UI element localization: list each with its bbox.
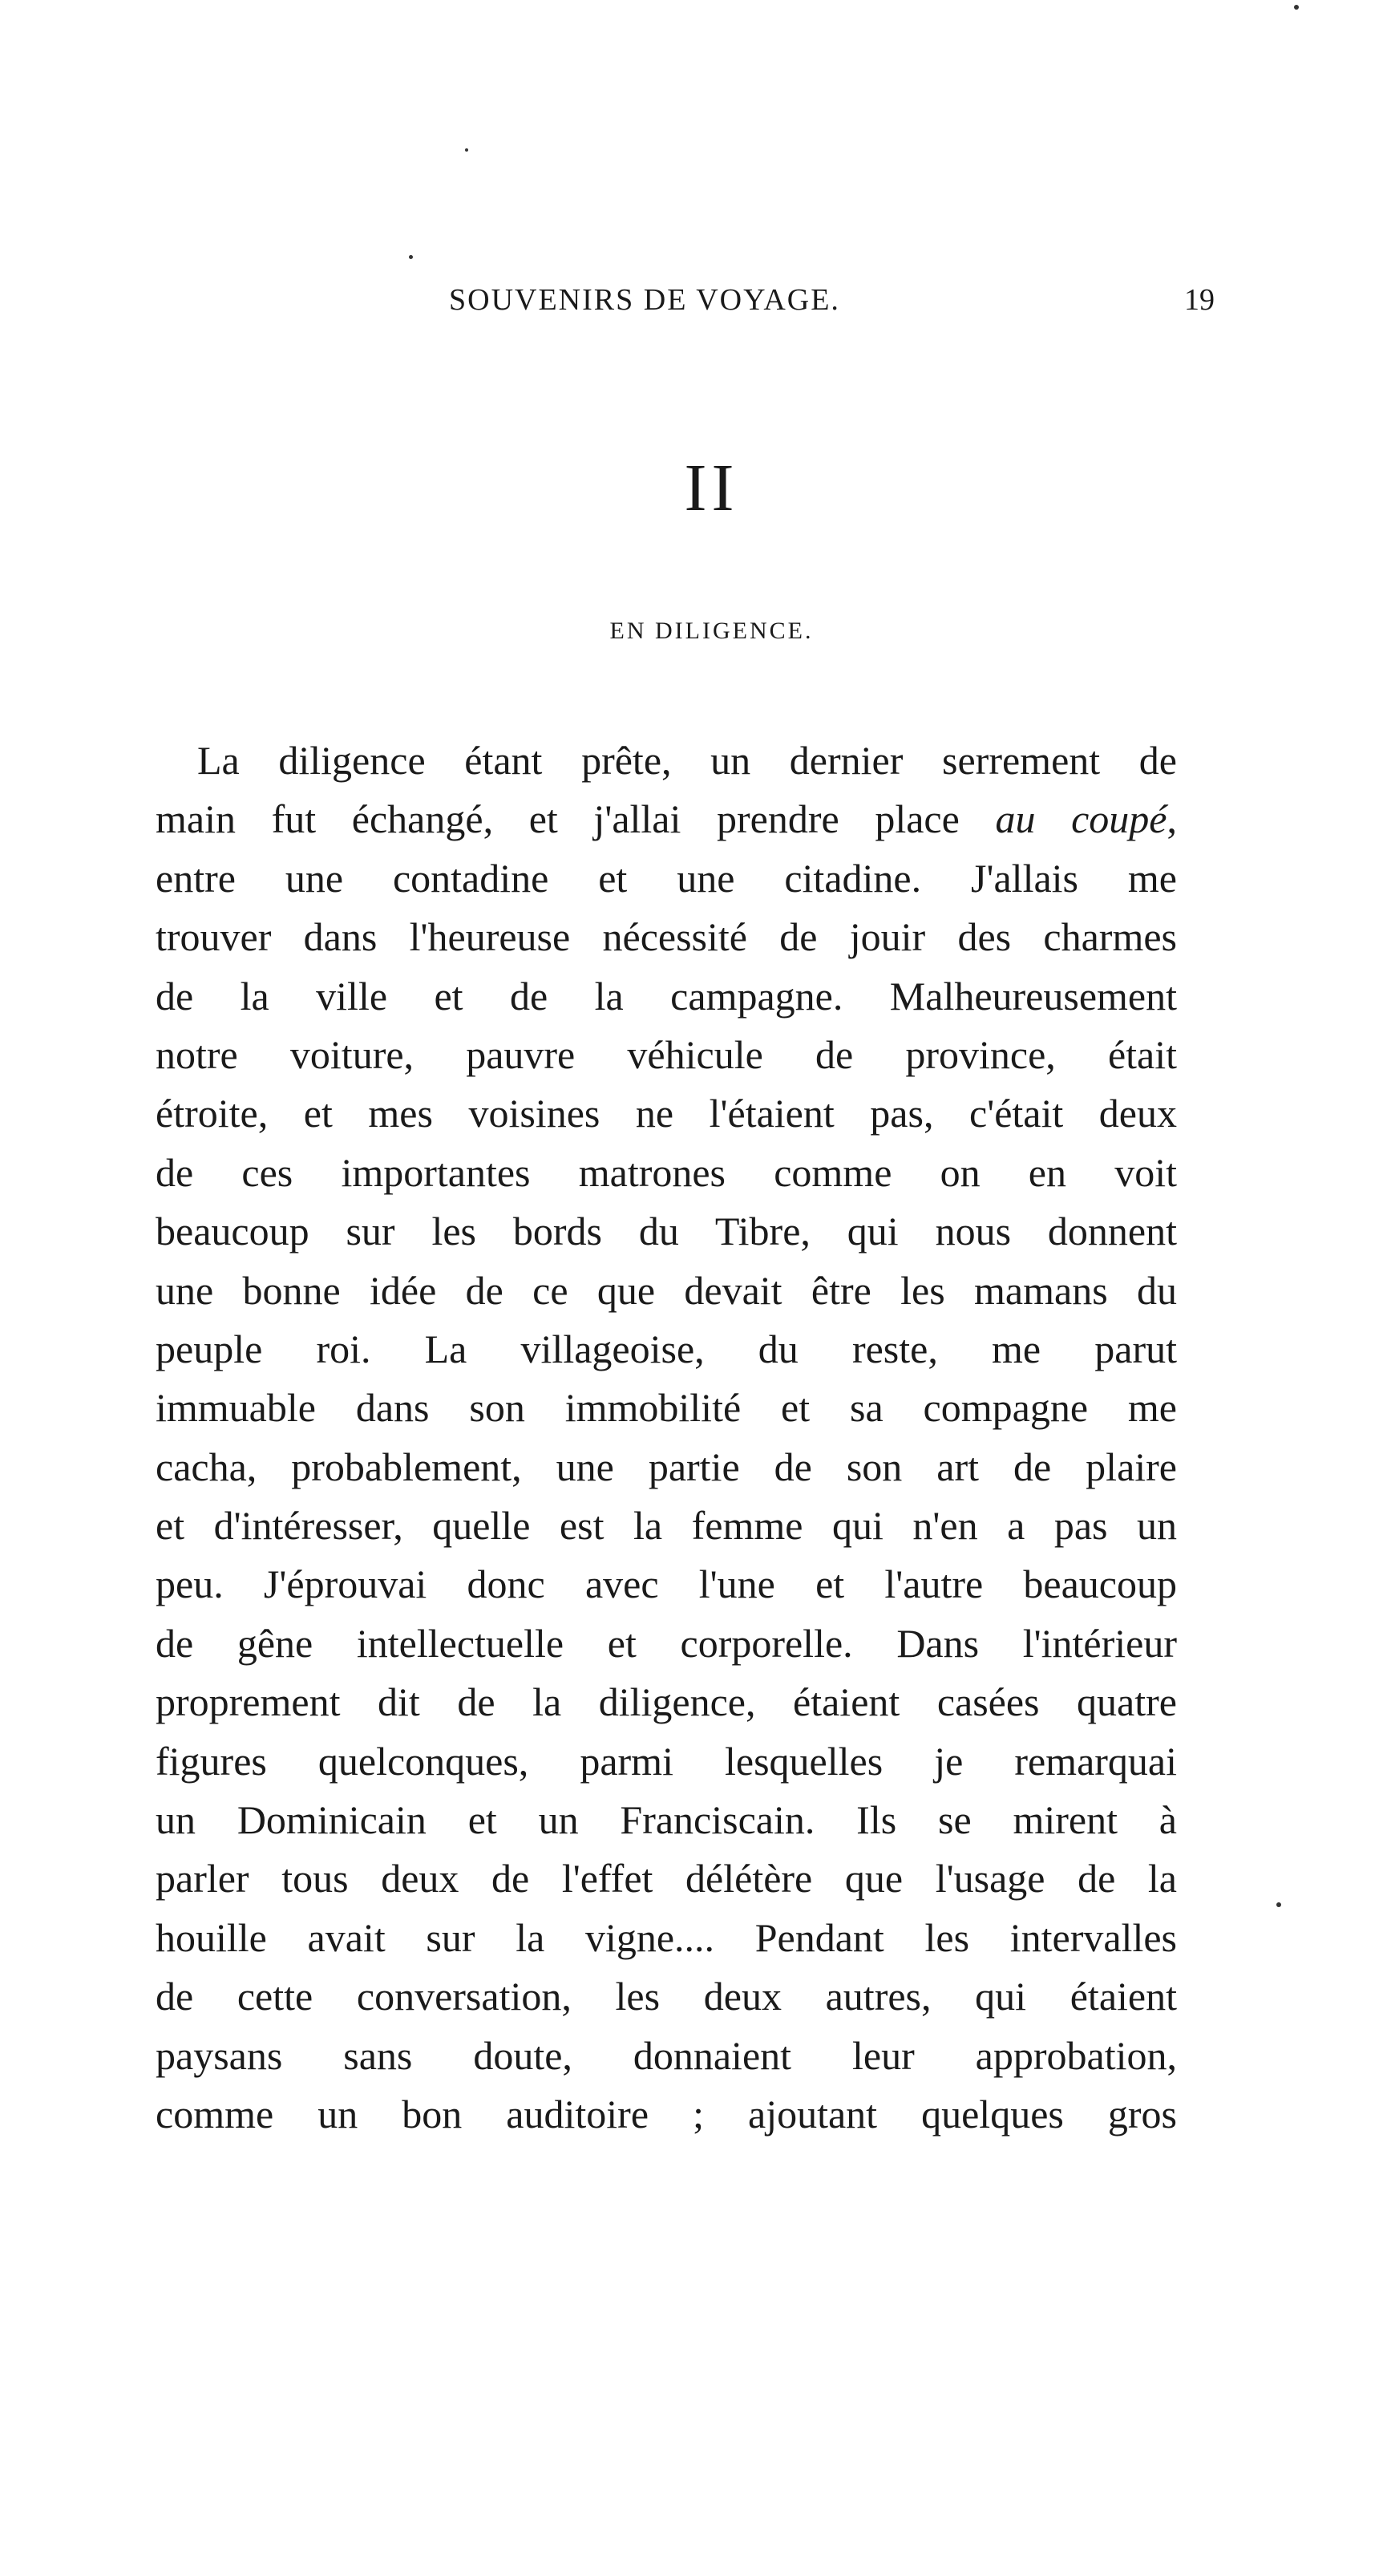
text-fragment: main fut échangé, et j'allai prendre place	[156, 796, 996, 842]
text-line: paysans sans doute, donnaient leur approbation,	[156, 2032, 1177, 2078]
text-fragment: ,	[1167, 796, 1177, 842]
italic-phrase: au coupé	[995, 796, 1167, 842]
chapter-number: II	[684, 451, 739, 525]
text-line: trouver dans l'heureuse nécessité de jouir des charmes	[156, 914, 1177, 960]
page-number: 19	[1184, 283, 1215, 317]
text-line: immuable dans son immobilité et sa compagne me	[156, 1385, 1177, 1431]
running-title: SOUVENIRS DE VOYAGE.	[449, 283, 840, 317]
body-text	[156, 731, 1177, 2144]
text-line	[156, 790, 1177, 849]
ink-speck	[409, 255, 413, 259]
text-line: étroite, et mes voisines ne l'étaient pas, c'était deux	[156, 1091, 1177, 1136]
text-line: cacha, probablement, une partie de son art de plaire	[156, 1444, 1177, 1489]
text-line: beaucoup sur les bords du Tibre, qui nous donnent	[156, 1209, 1177, 1254]
text-line: figures quelconques, parmi lesquelles je remarquai	[156, 1738, 1177, 1784]
text-line: et d'intéresser, quelle est la femme qui n'en a pas un	[156, 1503, 1177, 1549]
text-line: un Dominicain et un Franciscain. Ils se mirent à	[156, 1797, 1177, 1843]
text-line: comme un bon auditoire ; ajoutant quelques gros	[156, 2091, 1177, 2137]
chapter-title: EN DILIGENCE.	[609, 618, 814, 644]
text-line: La diligence étant prête, un dernier serrement de	[197, 738, 1177, 783]
text-line: proprement dit de la diligence, étaient casées quatre	[156, 1679, 1177, 1725]
text-line: entre une contadine et une citadine. J'allais me	[156, 855, 1177, 901]
text-line: houille avait sur la vigne.... Pendant les intervalles	[156, 1914, 1177, 1960]
text-line: peuple roi. La villageoise, du reste, me parut	[156, 1326, 1177, 1371]
ink-speck	[465, 148, 468, 152]
text-line: de ces importantes matrones comme on en voit	[156, 1149, 1177, 1195]
text-line: parler tous deux de l'effet délétère que l'usage de la	[156, 1856, 1177, 1902]
ink-speck	[1294, 5, 1299, 10]
text-line: de gêne intellectuelle et corporelle. Dans l'intérieur	[156, 1620, 1177, 1666]
text-line: de la ville et de la campagne. Malheureusement	[156, 973, 1177, 1019]
ink-speck	[1276, 1902, 1281, 1907]
text-line: de cette conversation, les deux autres, qui étaient	[156, 1974, 1177, 2019]
text-line: notre voiture, pauvre véhicule de province, était	[156, 1031, 1177, 1077]
text-line: peu. J'éprouvai donc avec l'une et l'autre beaucoup	[156, 1561, 1177, 1607]
text-line: une bonne idée de ce que devait être les mamans du	[156, 1267, 1177, 1313]
